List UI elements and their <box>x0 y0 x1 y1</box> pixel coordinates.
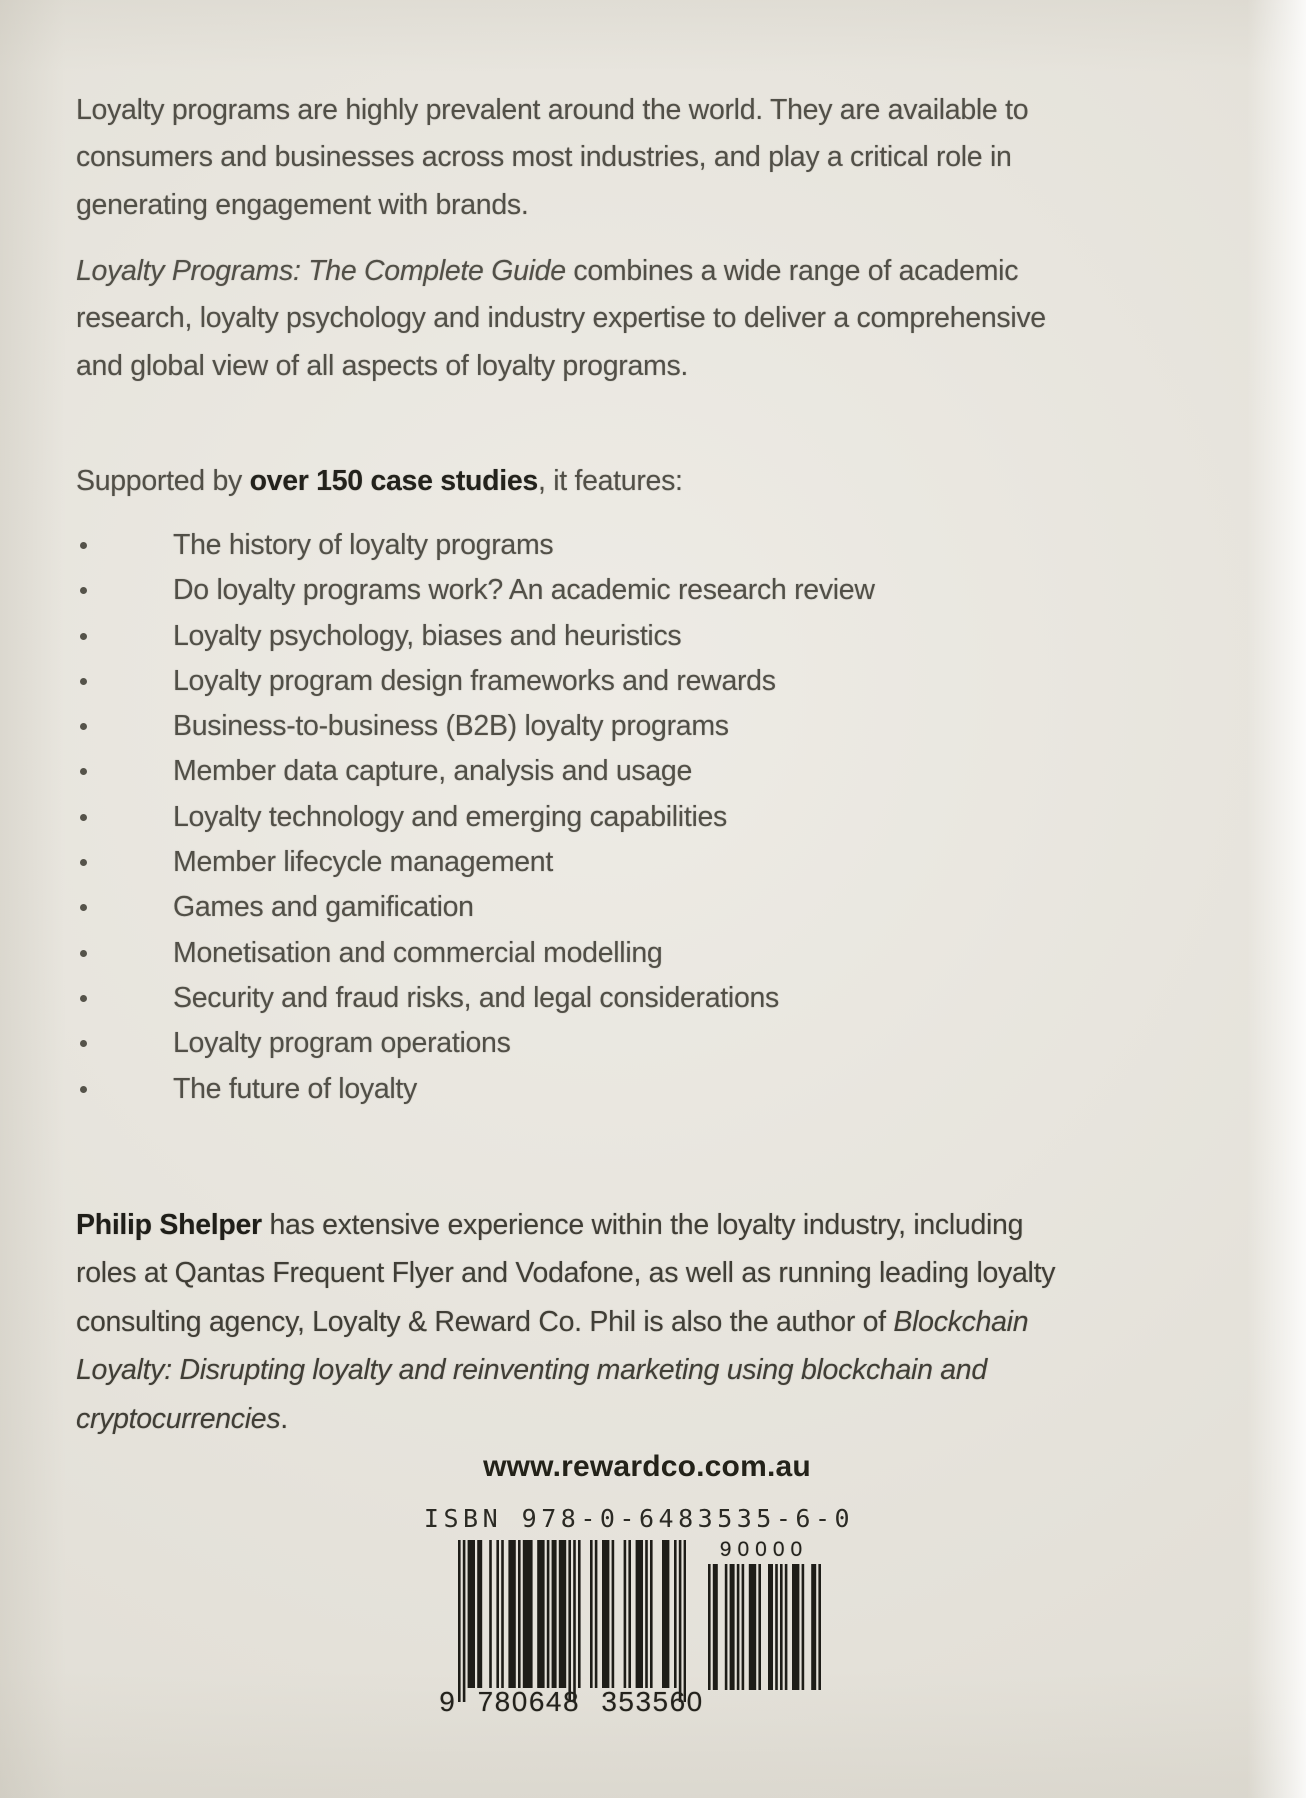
bullet-icon <box>80 542 87 549</box>
author-bio-paragraph <box>76 1201 1084 1444</box>
feature-item <box>76 1070 1086 1115</box>
intro-paragraph <box>76 87 1084 230</box>
text-segment: Blockchain Loyalty: Disrupting loyalty and reinventing marketing using blockchain and cryptocurrencies <box>76 1305 1029 1435</box>
feature-label: Monetisation and commercial modelling <box>173 936 663 969</box>
bullet-icon <box>80 633 87 640</box>
ean13-bars <box>458 1540 686 1702</box>
feature-item <box>76 934 1086 979</box>
text-segment: , it features: <box>537 464 683 497</box>
features-list <box>76 526 1086 1115</box>
feature-label: Security and fraud risks, and legal considerations <box>173 981 780 1014</box>
feature-label: Loyalty psychology, biases and heuristics <box>173 619 682 652</box>
feature-label: Business-to-business (B2B) loyalty programs <box>173 710 729 743</box>
feature-item <box>76 843 1086 888</box>
text-segment: Loyalty Programs: The Complete Guide <box>76 254 566 287</box>
feature-item <box>76 752 1086 797</box>
text-segment: combines a wide range of academic research, loyalty psychology and industry expertise to deliver a comprehensive and global view of all aspects of loyalty programs. <box>76 254 1046 382</box>
barcode-digits: 9 780648 353560 <box>439 1686 704 1717</box>
supported-by-line <box>76 458 1084 506</box>
feature-item <box>76 888 1086 933</box>
text-segment: . <box>280 1402 288 1435</box>
feature-label: Loyalty program operations <box>173 1027 511 1060</box>
bullet-icon <box>80 768 87 775</box>
bullet-icon <box>80 814 87 821</box>
text-segment: Supported by <box>76 464 250 497</box>
feature-label: Member data capture, analysis and usage <box>173 755 693 788</box>
feature-label: Do loyalty programs work? An academic research review <box>173 574 875 607</box>
ean13-barcode <box>439 1540 704 1726</box>
text-segment: Loyalty programs are highly prevalent around the world. They are available to consumers and businesses across most industries, and play a critical role in generating engagement with brands. <box>76 93 1029 221</box>
book-summary-paragraph <box>76 248 1084 391</box>
feature-item <box>76 571 1086 616</box>
bullet-icon <box>80 904 87 911</box>
feature-label: Games and gamification <box>173 891 474 924</box>
bullet-icon <box>80 587 87 594</box>
bullet-icon <box>80 950 87 957</box>
text-segment: has extensive experience within the loyalty industry, including roles at Qantas Frequent Flyer and Vodafone, as well as running leading loyalty consulting agency, Loyalty & Reward Co. Phil is also the author of <box>76 1208 1056 1338</box>
isbn-label: ISBN 978-0-6483535-6-0 <box>423 1504 855 1533</box>
bullet-icon <box>80 1086 87 1093</box>
feature-label: The future of loyalty <box>173 1072 417 1105</box>
feature-item <box>76 617 1086 662</box>
bullet-icon <box>80 859 87 866</box>
ean5-supplement-barcode <box>708 1540 821 1692</box>
feature-item <box>76 526 1086 571</box>
bullet-icon <box>80 723 87 730</box>
feature-label: Loyalty program design frameworks and rewards <box>173 664 776 697</box>
feature-item <box>76 1024 1086 1069</box>
feature-item <box>76 798 1086 843</box>
text-segment: over 150 case studies <box>249 464 538 497</box>
feature-item <box>76 707 1086 752</box>
bullet-icon <box>80 678 87 685</box>
feature-item <box>76 979 1086 1024</box>
text-segment: Philip Shelper <box>76 1208 262 1241</box>
supplement-digits: 90000 <box>719 1538 809 1561</box>
feature-label: The history of loyalty programs <box>173 529 554 561</box>
feature-item <box>76 662 1086 707</box>
bullet-icon <box>80 1040 87 1047</box>
barcode-block <box>0 1540 1292 1726</box>
feature-label: Member lifecycle management <box>173 846 553 879</box>
feature-label: Loyalty technology and emerging capabilities <box>173 800 727 833</box>
ean5-bars <box>708 1564 821 1690</box>
website-url: www.rewardco.com.au <box>483 1450 811 1483</box>
bullet-icon <box>80 995 87 1002</box>
